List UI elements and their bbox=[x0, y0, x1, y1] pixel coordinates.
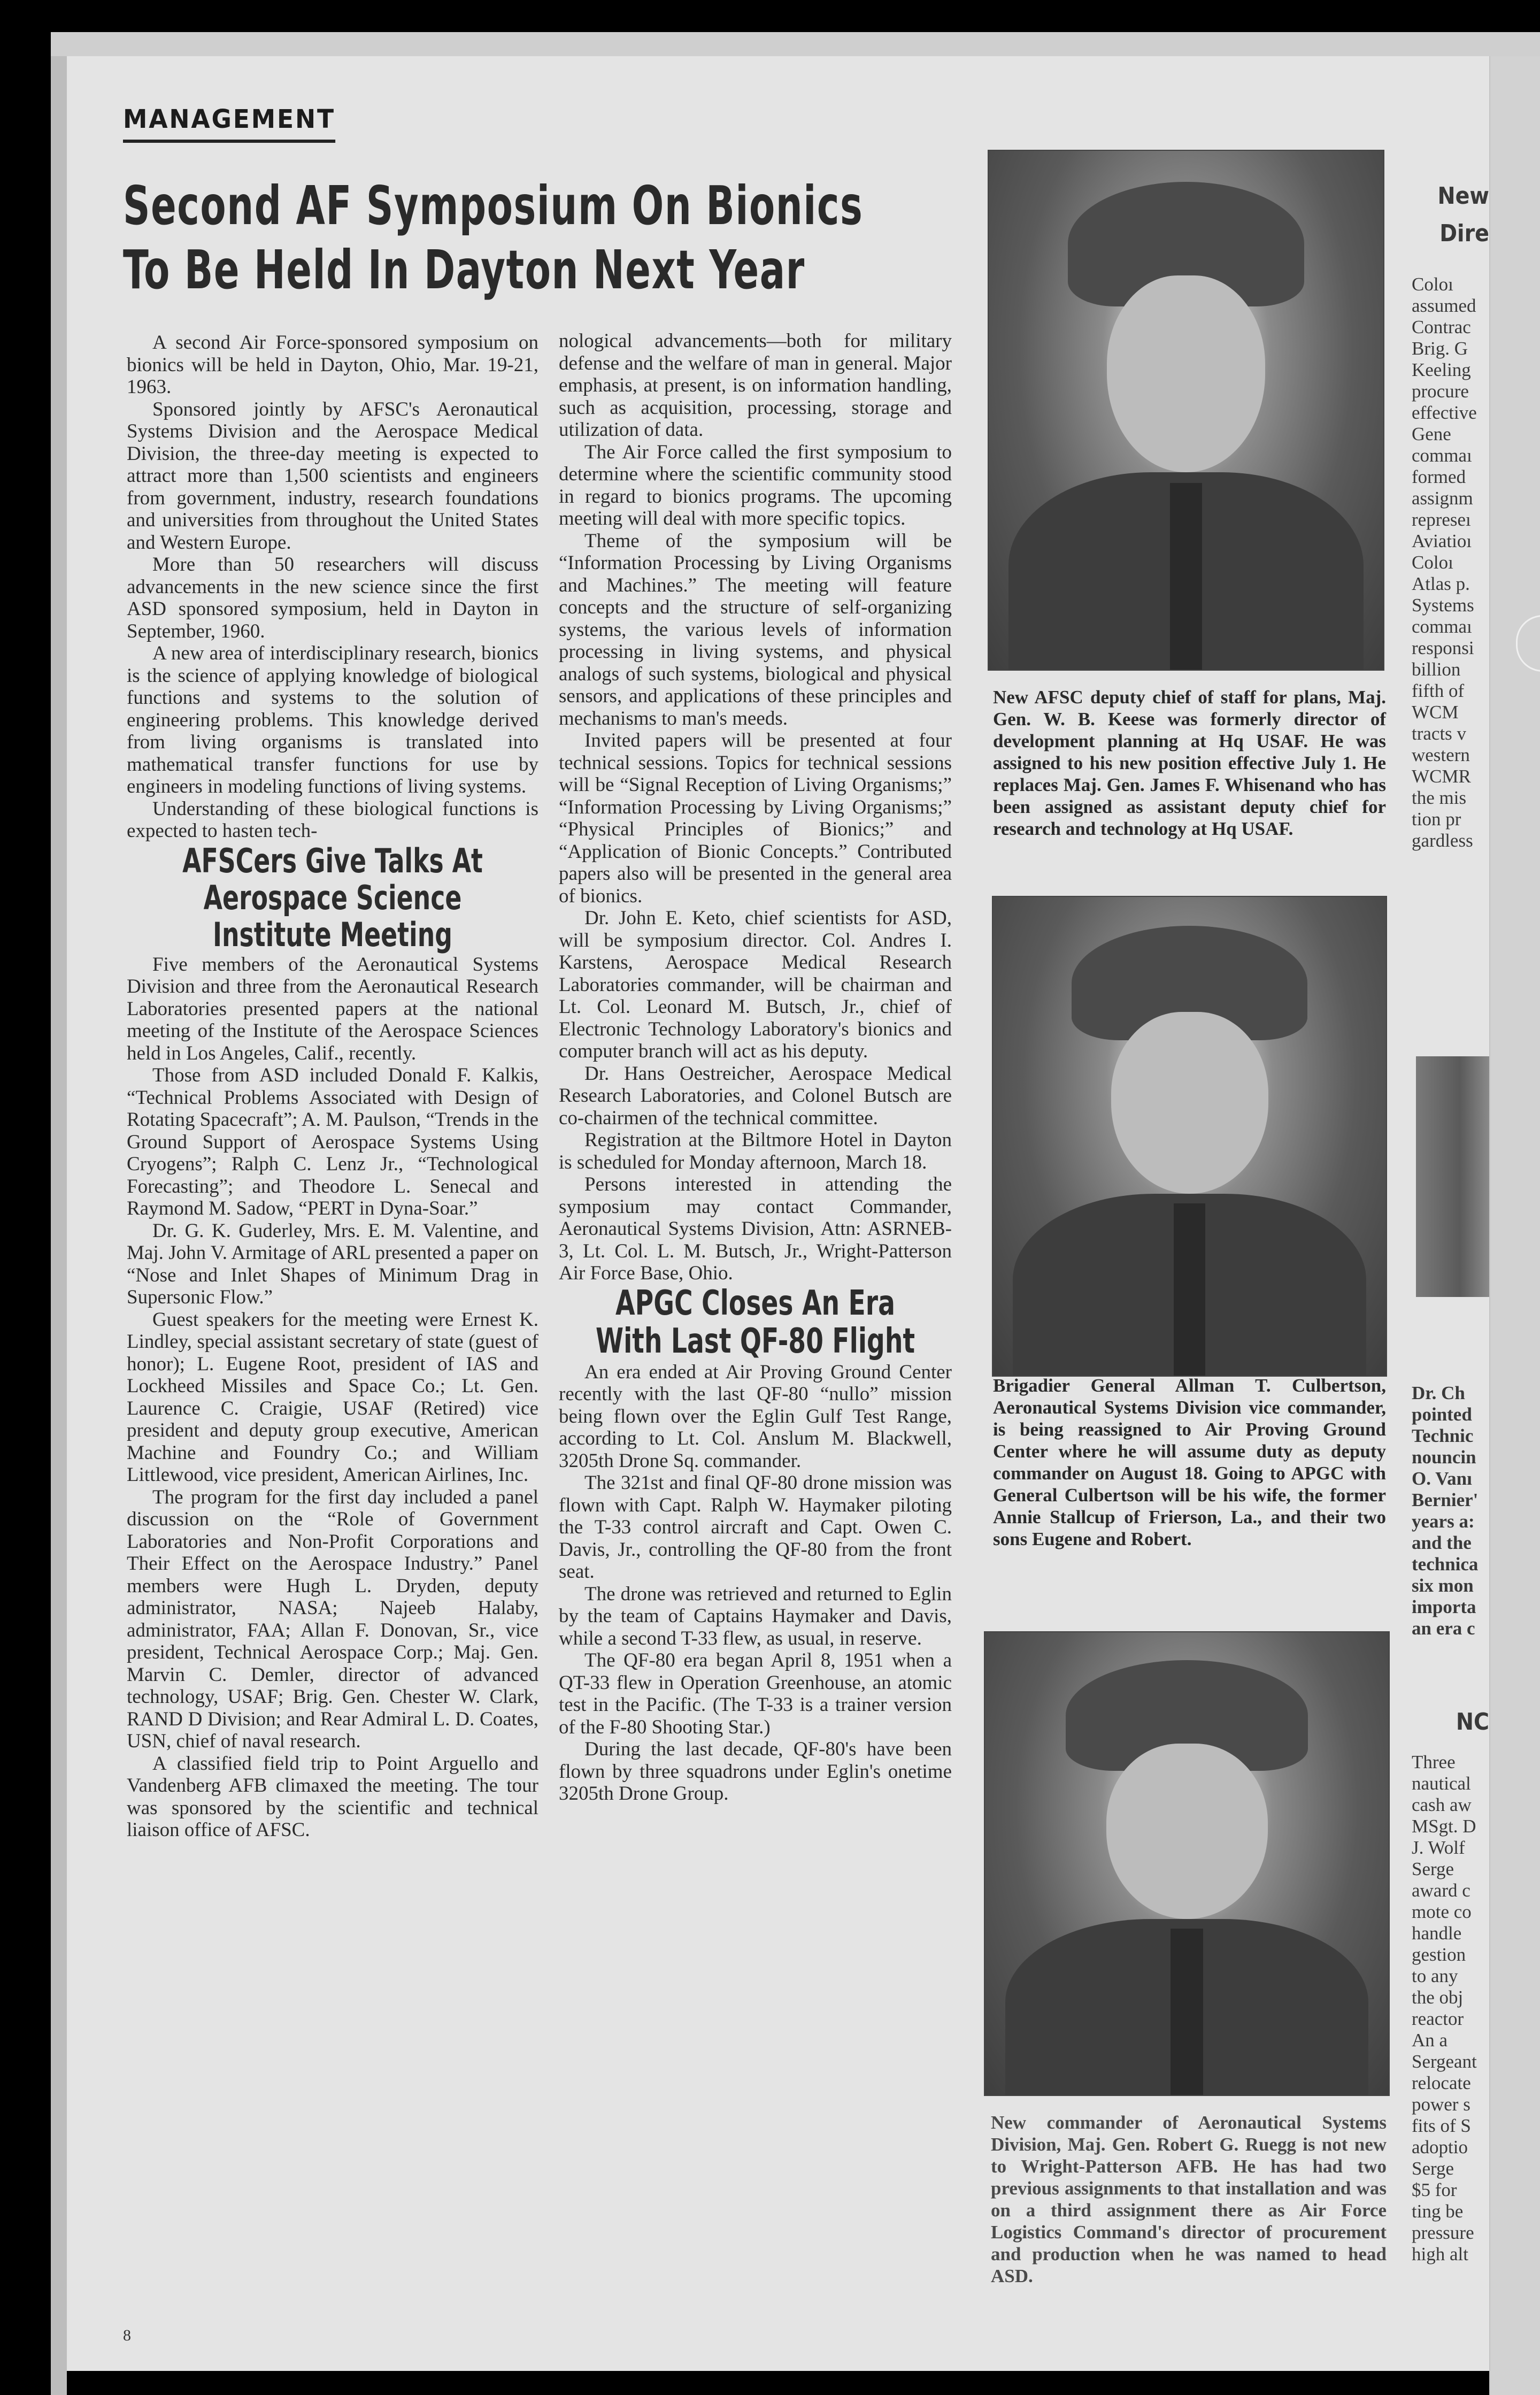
cutoff-line: Serge bbox=[1412, 2158, 1454, 2179]
cutoff-line: Serge bbox=[1412, 1859, 1454, 1879]
photo-caption-culbertson: Brigadier General Allman T. Culbertson, Aeronautical Systems Division vice commander, is being reassigned to Air Proving Ground Center where he will assume duty as deputy commander on August 18. Going to APGC with General Culbertson will be his wife, the former Annie Stallcup of Frierson, La., and their two sons Eugene and Robert. bbox=[993, 1375, 1386, 1549]
cutoff-line: mote co bbox=[1412, 1901, 1472, 1922]
cutoff-line: and the bbox=[1412, 1532, 1472, 1553]
cutoff-line: relocate bbox=[1412, 2072, 1471, 2093]
cutoff-line: six mon bbox=[1412, 1575, 1474, 1596]
cutoff-line: J. Wolf bbox=[1412, 1837, 1465, 1858]
face-shape bbox=[1106, 1744, 1268, 1920]
cutoff-line: ting be bbox=[1412, 2201, 1464, 2222]
page-number: 8 bbox=[123, 2327, 131, 2344]
cutoff-line: $5 for bbox=[1412, 2179, 1457, 2200]
paragraph-continued: Understanding of these biological functions is expected to hasten tech- bbox=[127, 797, 538, 842]
paragraph: An era ended at Air Proving Ground Center recently with the last QF-80 “nullo” mission being flown over the Eglin Gulf Test Range, according to Lt. Col. Anslum M. Blackwell, 3205th Drone Sq. commander. bbox=[559, 1361, 952, 1472]
cutoff-line: the obj bbox=[1412, 1987, 1464, 2008]
cutoff-line: Three bbox=[1412, 1752, 1456, 1772]
main-headline-line1: Second AF Symposium On Bionics bbox=[123, 174, 864, 237]
cutoff-column-block-3 bbox=[1412, 1703, 1489, 2265]
scan-right-margin bbox=[1489, 56, 1540, 2395]
cutoff-line: western bbox=[1412, 744, 1470, 765]
section-label: MANAGEMENT bbox=[123, 104, 335, 143]
cutoff-line: high alt bbox=[1412, 2244, 1468, 2264]
scan-left-edge bbox=[51, 56, 67, 2395]
cutoff-line: pressure bbox=[1412, 2222, 1474, 2243]
photo-caption-ruegg: New commander of Aeronautical Systems Division, Maj. Gen. Robert G. Ruegg is not new to Wright-Patterson AFB. He has had two previous assignments to that installation and was on a third assignment there as Air Force Logistics Command's director of procurement and production when he was named to head ASD. bbox=[991, 2112, 1387, 2286]
cutoff-line: fits of S bbox=[1412, 2115, 1471, 2136]
column-1 bbox=[127, 332, 538, 1841]
paragraph: Sponsored jointly by AFSC's Aeronautical Systems Division and the Aerospace Medical Division, the three-day meeting is expected to attract more than 1,500 scientists and engineers from government, industry, research foundations and universities from throughout the United States and Western Europe. bbox=[127, 398, 538, 554]
paragraph: Theme of the symposium will be “Information Processing by Living Organisms and Machines.” The meeting will feature concepts and the structure of self-organizing systems, the various levels of information processing in living systems, and physical analogs of such systems, biological and physical sensors, and applications of these principles and mechanisms to man's meeds. bbox=[559, 529, 952, 730]
cutoff-line: commaı bbox=[1412, 445, 1472, 466]
cutoff-line: adoptio bbox=[1412, 2137, 1468, 2158]
paragraph: Guest speakers for the meeting were Ernest K. Lindley, special assistant secretary of state (guest of honor); L. Eugene Root, president of IAS and Lockheed Missiles and Space Co.; Lt. Gen. Laurence C. Craigie, USAF (Retired) vice president and deputy group executive, American Machine and Foundry Co.; and William Littlewood, vice president, American Airlines, Inc. bbox=[127, 1308, 538, 1486]
paragraph: Those from ASD included Donald F. Kalkis, “Technical Problems Associated with Design of Rotating Spacecraft”; A. M. Paulson, “Trends in the Ground Support of Aerospace Systems Using Cryogens”; Ralph C. Lenz Jr., “Technological Forecasting”; and Theodore L. Senecal and Raymond M. Sadow, “PERT in Dyna-Soar.” bbox=[127, 1064, 538, 1220]
paragraph: Five members of the Aeronautical Systems Division and three from the Aeronautical Research Laboratories presented papers at the national meeting of the Institute of the Aerospace Sciences held in Los Angeles, Calif., recently. bbox=[127, 953, 538, 1064]
cutoff-line: technica bbox=[1412, 1554, 1479, 1575]
cutoff-line: gardless bbox=[1412, 830, 1473, 851]
cutoff-headline-line2: Dire bbox=[1439, 220, 1489, 247]
cutoff-line: Technic bbox=[1412, 1425, 1474, 1446]
paragraph: The program for the first day included a panel discussion on the “Role of Government Laboratories and Non-Profit Corporations and Their Effect on the Aerospace Industry.” Panel members were Hugh L. Dryden, deputy administrator, NASA; Najeeb Halaby, administrator, FAA; Allan F. Donovan, Sr., vice president, Technical Aerospace Corp.; Maj. Gen. Marvin C. Demler, director of advanced technology, USAF; Brig. Gen. Chester W. Clark, RAND D Division; and Rear Admiral L. D. Coates, USN, chief of naval research. bbox=[127, 1486, 538, 1753]
paragraph: During the last decade, QF-80's have been flown by three squadrons under Eglin's onetime 3205th Drone Group. bbox=[559, 1738, 952, 1805]
cutoff-lines bbox=[1412, 1752, 1489, 2265]
cutoff-line: commaı bbox=[1412, 616, 1472, 637]
cutoff-line: importa bbox=[1412, 1596, 1476, 1617]
cutoff-line: represeı bbox=[1412, 509, 1471, 530]
cutoff-column-block-1 bbox=[1412, 178, 1489, 851]
cutoff-line: years a: bbox=[1412, 1511, 1475, 1532]
main-headline bbox=[123, 174, 863, 302]
cutoff-line: nautical bbox=[1412, 1773, 1471, 1794]
cutoff-line: effective bbox=[1412, 402, 1477, 423]
paragraph: Dr. John E. Keto, chief scientists for ASD, will be symposium director. Col. Andres I. Karstens, Aerospace Medical Research Laboratories commander, will be chairman and Lt. Col. Leonard M. Butsch, Jr., chief of Electronic Technology Laboratory's bionics and computer branch will act as his deputy. bbox=[559, 907, 952, 1062]
cutoff-lines bbox=[1412, 274, 1489, 851]
cutoff-line: assignm bbox=[1412, 488, 1473, 509]
cutoff-line: WCM bbox=[1412, 702, 1459, 723]
cutoff-line: Contrac bbox=[1412, 317, 1471, 337]
cutoff-line: power s bbox=[1412, 2094, 1470, 2115]
main-headline-line2: To Be Held In Dayton Next Year bbox=[123, 239, 805, 301]
paragraph: Persons interested in attending the symposium may contact Commander, Aeronautical Systems Division, Attn: ASRNEB-3, Lt. Col. L. M. Butsch, Jr., Wright-Patterson Air Force Base, Ohio. bbox=[559, 1173, 952, 1284]
paragraph: The QF-80 era began April 8, 1951 when a QT-33 flew in Operation Greenhouse, an atomic test in the Pacific. (The T-33 is a trainer version of the F-80 Shooting Star.) bbox=[559, 1649, 952, 1738]
face-shape bbox=[1107, 275, 1265, 473]
cutoff-line: reactor bbox=[1412, 2008, 1464, 2029]
cutoff-heading: NC bbox=[1456, 1708, 1489, 1736]
cutoff-column-block-2 bbox=[1412, 1383, 1489, 1639]
cutoff-line: an era c bbox=[1412, 1618, 1475, 1639]
cutoff-line: responsi bbox=[1412, 638, 1474, 658]
portrait-photo-culbertson bbox=[992, 896, 1387, 1377]
cutoff-line: Keeling bbox=[1412, 359, 1471, 380]
tie-shape bbox=[1174, 1203, 1205, 1376]
tie-shape bbox=[1170, 483, 1202, 670]
paragraph: Invited papers will be presented at four technical sessions. Topics for technical sessions will be “Signal Reception of Living Organisms;” “Information Processing by Living Organisms;” “Physical Principles of Bionics;” and “Application of Bionic Concepts.” Contributed papers also will be presented in the general area of bionics. bbox=[559, 730, 952, 907]
paragraph-continuation: nological advancements—both for military defense and the welfare of man in general. Major emphasis, at present, is on information handling, such as acquisition, processing, storage and utilization of data. bbox=[559, 330, 952, 441]
cutoff-line: cash aw bbox=[1412, 1794, 1472, 1815]
portrait-photo-keese bbox=[988, 150, 1384, 671]
paragraph: Dr. G. K. Guderley, Mrs. E. M. Valentine, and Maj. John V. Armitage of ARL presented a paper on “Nose and Inlet Shapes of Minimum Drag in Supersonic Flow.” bbox=[127, 1219, 538, 1309]
paragraph: A classified field trip to Point Arguello and Vandenberg AFB climaxed the meeting. The tour was sponsored by the scientific and technical liaison office of AFSC. bbox=[127, 1752, 538, 1841]
cutoff-line: billion bbox=[1412, 659, 1461, 680]
cutoff-line: Atlas p. bbox=[1412, 573, 1470, 594]
column-2 bbox=[559, 330, 952, 1805]
cutoff-line: Coloı bbox=[1412, 274, 1453, 295]
afscers-headline: AFSCers Give Talks At Aerospace Science Institute Meeting bbox=[182, 841, 483, 955]
cutoff-line: gestion bbox=[1412, 1944, 1466, 1965]
paragraph: Registration at the Biltmore Hotel in Dayton is scheduled for Monday afternoon, March 18. bbox=[559, 1129, 952, 1173]
cutoff-line: An a bbox=[1412, 2030, 1448, 2051]
cutoff-line: tion pr bbox=[1412, 809, 1461, 830]
cutoff-headline-line1: New bbox=[1437, 182, 1489, 210]
face-shape bbox=[1111, 1012, 1268, 1194]
cutoff-line: Brig. G bbox=[1412, 338, 1468, 359]
cutoff-line: WCMR bbox=[1412, 766, 1471, 787]
cutoff-line: tracts v bbox=[1412, 723, 1467, 744]
paragraph: The Air Force called the first symposium to determine where the scientific community stood in regard to bionics programs. The upcoming meeting will deal with more specific topics. bbox=[559, 441, 952, 529]
cutoff-line: Bernier' bbox=[1412, 1490, 1479, 1510]
cutoff-line: to any bbox=[1412, 1966, 1458, 1986]
cutoff-line: MSgt. D bbox=[1412, 1816, 1476, 1837]
paragraph: A new area of interdisciplinary research, bionics is the science of applying knowledge of biological functions and systems to the solution of engineering problems. This knowledge derived from living organisms is translated into mathematical transfer functions for use by engineers in modeling functions of living systems. bbox=[127, 642, 538, 797]
cutoff-line: Systems bbox=[1412, 595, 1474, 616]
cutoff-line: formed bbox=[1412, 466, 1466, 487]
cutoff-lines bbox=[1412, 1383, 1489, 1639]
cutoff-line: pointed bbox=[1412, 1404, 1472, 1425]
paragraph: Dr. Hans Oestreicher, Aerospace Medical Research Laboratories, and Colonel Butsch are co-chairmen of the technical committee. bbox=[559, 1062, 952, 1129]
cutoff-line: O. Vanı bbox=[1412, 1468, 1472, 1489]
cutoff-photo bbox=[1416, 1056, 1489, 1297]
paragraph: A second Air Force-sponsored symposium on bionics will be held in Dayton, Ohio, Mar. 19-21, 1963. bbox=[127, 332, 538, 398]
cutoff-line: Gene bbox=[1412, 424, 1451, 444]
cutoff-line: the mis bbox=[1412, 787, 1467, 808]
cutoff-line: Sergeant bbox=[1412, 2051, 1477, 2072]
tie-shape bbox=[1171, 1929, 1203, 2095]
paragraph: The 321st and final QF-80 drone mission was flown with Capt. Ralph W. Haymaker piloting the T-33 control aircraft and Capt. Owen C. Davis, Jr., controlling the QF-80 from the front seat. bbox=[559, 1472, 952, 1583]
portrait-photo-ruegg bbox=[984, 1631, 1390, 2096]
apgc-headline: APGC Closes An Era With Last QF-80 Flight bbox=[595, 1283, 915, 1362]
cutoff-line: Aviatioı bbox=[1412, 531, 1472, 551]
cutoff-line: Coloı bbox=[1412, 552, 1453, 573]
paragraph: More than 50 researchers will discuss advancements in the new science since the first ASD sponsored symposium, held in Dayton in September, 1960. bbox=[127, 554, 538, 642]
cutoff-line: nouncin bbox=[1412, 1447, 1476, 1468]
cutoff-line: award c bbox=[1412, 1880, 1470, 1901]
cutoff-line: procure bbox=[1412, 381, 1469, 402]
newspaper-page bbox=[51, 32, 1540, 2371]
cutoff-line: fifth of bbox=[1412, 680, 1465, 701]
paragraph: The drone was retrieved and returned to Eglin by the team of Captains Haymaker and Davis, while a second T-33 flew, as usual, in reserve. bbox=[559, 1583, 952, 1649]
cutoff-line: Dr. Ch bbox=[1412, 1383, 1465, 1403]
cutoff-line: handle bbox=[1412, 1923, 1462, 1944]
photo-caption-keese: New AFSC deputy chief of staff for plans, Maj. Gen. W. B. Keese was formerly director of development planning at Hq USAF. He was assigned to his new position effective July 1. He replaces Maj. Gen. James F. Whisenand who has been assigned as assistant deputy chief for research and technology at Hq USAF. bbox=[993, 687, 1386, 839]
cutoff-line: assumed bbox=[1412, 295, 1476, 316]
scan-top-edge bbox=[51, 32, 1540, 56]
